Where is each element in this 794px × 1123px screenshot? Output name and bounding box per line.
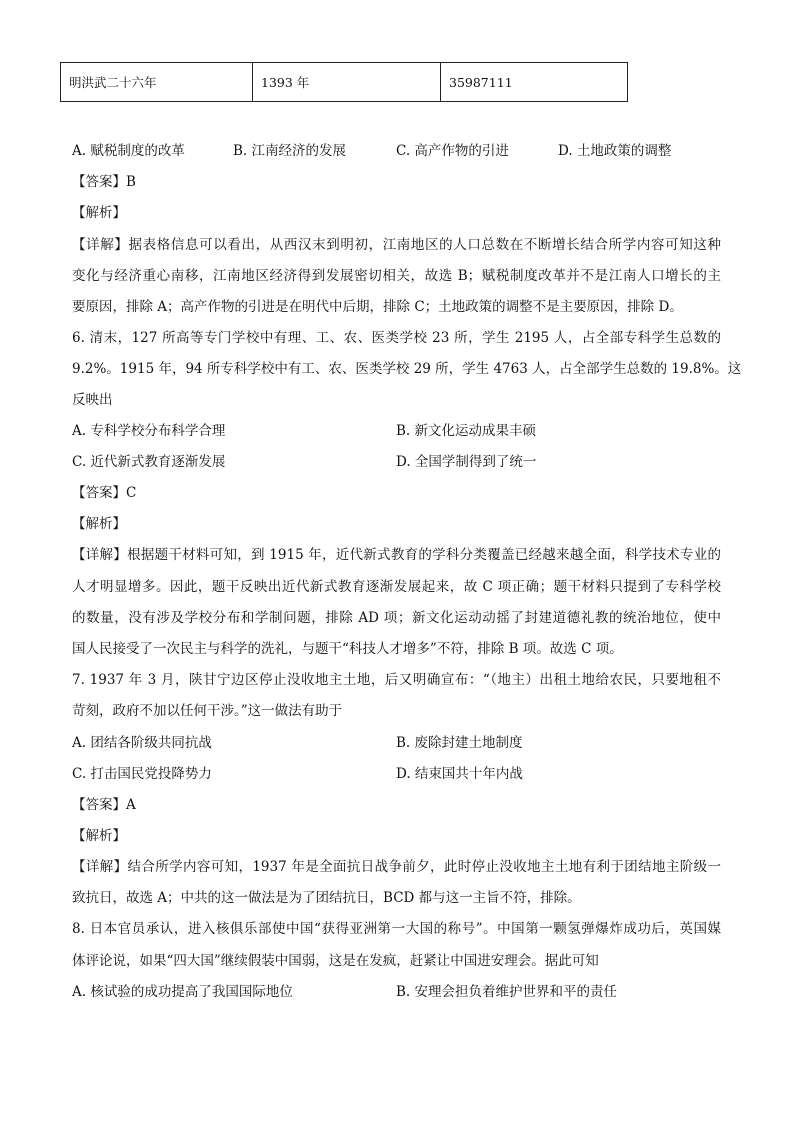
- q5-answer: 【答案】B: [72, 174, 136, 190]
- q7-analysis-title: 【解析】: [72, 828, 126, 844]
- q8-option-a: A. 核试验的成功提高了我国国际地位: [72, 984, 293, 1000]
- q5-option-a: A. 赋税制度的改革: [72, 143, 185, 159]
- q8-stem-line: 8. 日本官员承认，进入核俱乐部使中国“获得亚洲第一大国的称号”。中国第一颗氢弹爆炸成功后，英国媒: [72, 921, 721, 937]
- table-row: [61, 63, 628, 102]
- table-cell-year: 1393 年: [253, 63, 441, 102]
- q5-detail-line: 【详解】据表格信息可以看出，从西汉末到明初，江南地区的人口总数在不断增长结合所学内容可知这种: [72, 237, 721, 253]
- q6-detail-line: 的数量，没有涉及学校分布和学制问题，排除 AD 项；新文化运动动摇了封建道德礼教的统治地位，使中: [72, 610, 721, 626]
- q7-option-a: A. 团结各阶级共同抗战: [72, 735, 212, 751]
- q8-stem-line: 体评论说，如果“四大国”继续假装中国弱，这是在发疯，赶紧让中国进安理会。据此可知: [72, 953, 599, 969]
- q5-option-b: B. 江南经济的发展: [233, 143, 347, 159]
- table-cell-population: 35987111: [441, 63, 628, 102]
- q6-detail-line: 人才明显增多。因此，题干反映出近代新式教育逐渐发展起来，故 C 项正确；题干材料只提到了专科学校: [72, 579, 721, 595]
- q5-detail-line: 要原因，排除 A；高产作物的引进是在明代中后期，排除 C；土地政策的调整不是主要原因，排除 D。: [72, 299, 683, 315]
- q6-option-a: A. 专科学校分布科学合理: [72, 423, 226, 439]
- q7-option-c: C. 打击国民党投降势力: [72, 766, 212, 782]
- q7-detail-line: 【详解】结合所学内容可知，1937 年是全面抗日战争前夕，此时停止没收地主土地有利于团结地主阶级一: [72, 859, 721, 875]
- q8-option-b: B. 安理会担负着维护世界和平的责任: [396, 984, 618, 1000]
- q5-option-d: D. 土地政策的调整: [558, 143, 672, 159]
- q7-option-d: D. 结束国共十年内战: [396, 766, 523, 782]
- q7-stem-line: 7. 1937 年 3 月，陕甘宁边区停止没收地主土地，后又明确宣布：“（地主）出租土地给农民，只要地租不: [72, 672, 721, 688]
- q6-analysis-title: 【解析】: [72, 516, 126, 532]
- q7-detail-line: 致抗日，故选 A；中共的这一做法是为了团结抗日，BCD 都与这一主旨不符，排除。: [72, 890, 581, 906]
- q6-option-d: D. 全国学制得到了统一: [396, 454, 537, 470]
- q6-option-c: C. 近代新式教育逐渐发展: [72, 454, 226, 470]
- q5-detail-line: 变化与经济重心南移，江南地区经济得到发展密切相关，故选 B；赋税制度改革并不是江南人口增长的主: [72, 268, 721, 284]
- table-cell-dynasty: 明洪武二十六年: [61, 63, 253, 102]
- q5-analysis-title: 【解析】: [72, 205, 126, 221]
- population-table: [60, 62, 628, 102]
- q6-stem-line: 反映出: [72, 392, 113, 408]
- q5-option-c: C. 高产作物的引进: [396, 143, 509, 159]
- q6-stem-line: 9.2%。1915 年，94 所专科学校中有工、农、医类学校 29 所，学生 4763 人，占全部学生总数的 19.8%。这: [72, 361, 742, 377]
- q6-stem-line: 6. 清末，127 所高等专门学校中有理、工、农、医类学校 23 所，学生 2195 人，占全部专科学生总数的: [72, 330, 721, 346]
- q7-option-b: B. 废除封建土地制度: [396, 735, 523, 751]
- q6-option-b: B. 新文化运动成果丰硕: [396, 423, 537, 439]
- q6-detail-line: 【详解】根据题干材料可知，到 1915 年，近代新式教育的学科分类覆盖已经越来越全面，科学技术专业的: [72, 547, 721, 563]
- q6-answer: 【答案】C: [72, 485, 137, 501]
- q7-stem-line: 苛刻，政府不加以任何干涉。”这一做法有助于: [72, 703, 343, 719]
- q7-answer: 【答案】A: [72, 797, 136, 813]
- q6-detail-line: 国人民接受了一次民主与科学的洗礼，与题干“科技人才增多”不符，排除 B 项。故选 C 项。: [72, 641, 623, 657]
